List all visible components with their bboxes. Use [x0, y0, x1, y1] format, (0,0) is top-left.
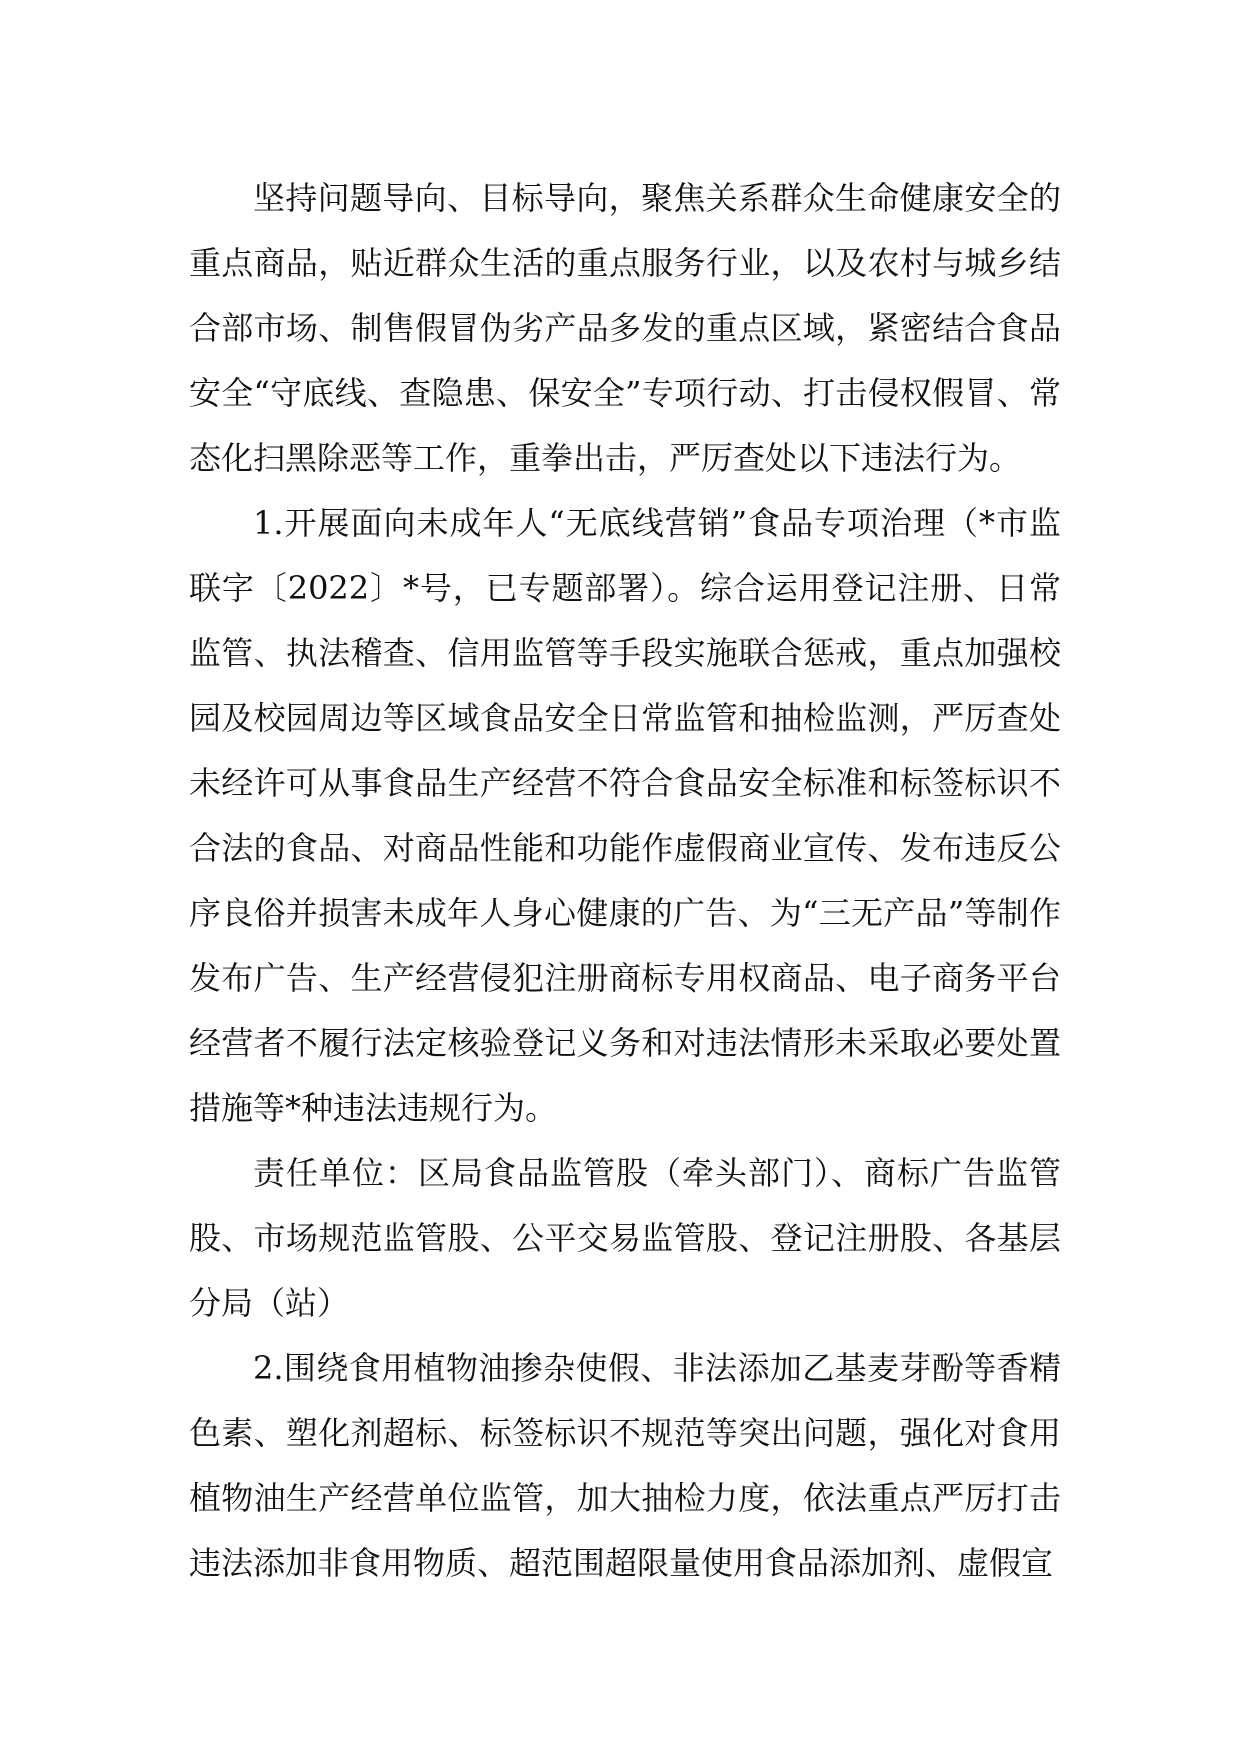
paragraph-intro: 坚持问题导向、目标导向，聚焦关系群众生命健康安全的重点商品，贴近群众生活的重点服务行业，以及农村与城乡结合部市场、制售假冒伪劣产品多发的重点区域，紧密结合食品安全“守底线、查隐患、保安全”专项行动、打击侵权假冒、常态化扫黑除恶等工作，重拳出击，严厉查处以下违法行为。 [189, 179, 1061, 477]
document-body [189, 166, 1061, 1596]
paragraph-responsible-units: 责任单位：区局食品监管股（牵头部门）、商标广告监管股、市场规范监管股、公平交易监管股、登记注册股、各基层分局（站） [189, 1154, 1061, 1322]
paragraph-item-2: 2.围绕食用植物油掺杂使假、非法添加乙基麦芽酚等香精色素、塑化剂超标、标签标识不规范等突出问题，强化对食用植物油生产经营单位监管，加大抽检力度，依法重点严厉打击违法添加非食用物质、超范围超限量使用食品添加剂、虚假宣 [189, 1349, 1061, 1582]
paragraph-item-1: 1.开展面向未成年人“无底线营销”食品专项治理（*市监联字〔2022〕*号，已专题部署）。综合运用登记注册、日常监管、执法稽查、信用监管等手段实施联合惩戒，重点加强校园及校园周边等区域食品安全日常监管和抽检监测，严厉查处未经许可从事食品生产经营不符合食品安全标准和标签标识不合法的食品、对商品性能和功能作虚假商业宣传、发布违反公序良俗并损害未成年人身心健康的广告、为“三无产品”等制作发布广告、生产经营侵犯注册商标专用权商品、电子商务平台经营者不履行法定核验登记义务和对违法情形未采取必要处置措施等*种违法违规行为。 [189, 504, 1061, 1127]
